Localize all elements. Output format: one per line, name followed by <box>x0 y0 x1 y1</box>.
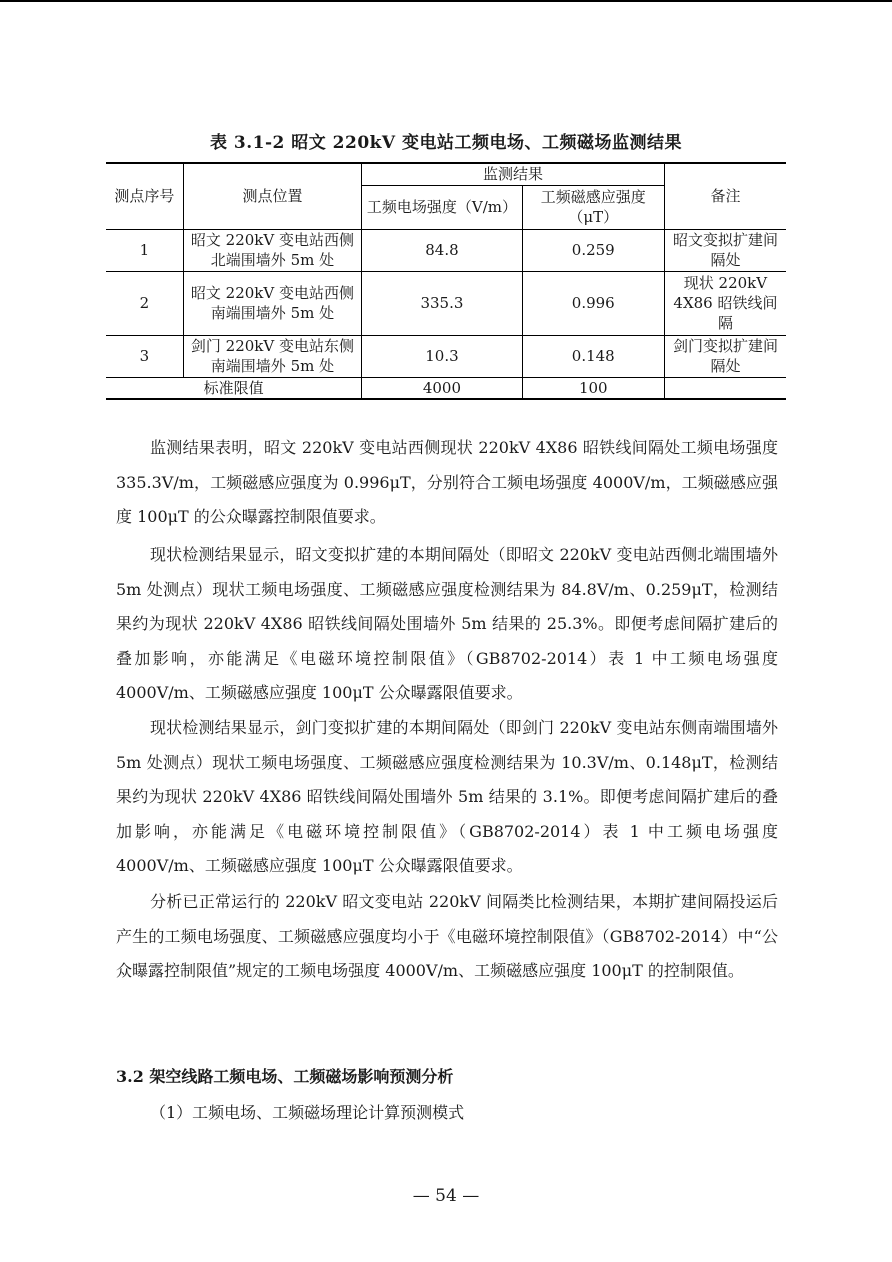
cell-note: 现状 220kV 4X86 昭铁线间隔 <box>664 271 786 335</box>
cell-no: 1 <box>106 229 183 271</box>
cell-e-field: 84.8 <box>362 229 522 271</box>
cell-b-field: 0.259 <box>522 229 664 271</box>
table-row <box>106 335 786 377</box>
cell-note: 剑门变拟扩建间隔处 <box>664 335 786 377</box>
table-row <box>106 229 786 271</box>
page-number: — 54 — <box>412 1186 480 1206</box>
header-point-no: 测点序号 <box>106 163 183 229</box>
table-row <box>106 271 786 335</box>
cell-no: 2 <box>106 271 183 335</box>
header-results-group: 监测结果 <box>362 163 665 185</box>
paragraph-zhaowen-analysis: 现状检测结果显示，昭文变拟扩建的本期间隔处（即昭文 220kV 变电站西侧北端围墙外 5m 处测点）现状工频电场强度、工频磁感应强度检测结果为 84.8V/m、0.259μT，检测结果约为现状 220kV 4X86 昭铁线间隔处围墙外 5m 结果的 25.3%。即便考虑间隔扩建后的叠加影响，亦能满足《电磁环境控制限值》（GB8702-2014）表 1 中工频电场强度 4000V/m、工频磁感应强度 100μT 公众曝露限值要求。 <box>116 545 778 702</box>
paragraph-summary: 分析已正常运行的 220kV 昭文变电站 220kV 间隔类比检测结果，本期扩建间隔投运后产生的工频电场强度、工频磁感应强度均小于《电磁环境控制限值》（GB8702-2014）中“公众曝露控制限值”规定的工频电场强度 4000V/m、工频磁感应强度 100μT 的控制限值。 <box>116 892 778 980</box>
cell-limit-e: 4000 <box>362 377 522 399</box>
header-b-field: 工频磁感应强度（μT） <box>522 185 664 229</box>
cell-e-field: 335.3 <box>362 271 522 335</box>
table-header-row <box>106 163 786 185</box>
cell-location: 昭文 220kV 变电站西侧南端围墙外 5m 处 <box>183 271 362 335</box>
cell-b-field: 0.996 <box>522 271 664 335</box>
table-limit-row <box>106 377 786 399</box>
monitoring-results-table <box>106 162 786 400</box>
cell-limit-note <box>664 377 786 399</box>
cell-no: 3 <box>106 335 183 377</box>
header-location: 测点位置 <box>183 163 362 229</box>
subsection-heading: （1）工频电场、工频磁场理论计算预测模式 <box>150 1103 465 1122</box>
page-top-rule <box>0 0 892 2</box>
cell-limit-label: 标准限值 <box>106 377 362 399</box>
header-note: 备注 <box>664 163 786 229</box>
header-e-field: 工频电场强度（V/m） <box>362 185 522 229</box>
cell-note: 昭文变拟扩建间隔处 <box>664 229 786 271</box>
table-title: 表 3.1-2 昭文 220kV 变电站工频电场、工频磁场监测结果 <box>209 133 683 153</box>
cell-limit-b: 100 <box>522 377 664 399</box>
section-heading: 3.2 架空线路工频电场、工频磁场影响预测分析 <box>116 1067 454 1086</box>
cell-location: 昭文 220kV 变电站西侧北端围墙外 5m 处 <box>183 229 362 271</box>
paragraph-conclusion: 监测结果表明，昭文 220kV 变电站西侧现状 220kV 4X86 昭铁线间隔处工频电场强度 335.3V/m，工频磁感应强度为 0.996μT，分别符合工频电场强度 4000V/m，工频磁感应强度 100μT 的公众曝露控制限值要求。 <box>116 438 778 526</box>
cell-b-field: 0.148 <box>522 335 664 377</box>
cell-location: 剑门 220kV 变电站东侧南端围墙外 5m 处 <box>183 335 362 377</box>
paragraph-jianmen-analysis: 现状检测结果显示，剑门变拟扩建的本期间隔处（即剑门 220kV 变电站东侧南端围墙外 5m 处测点）现状工频电场强度、工频磁感应强度检测结果为 10.3V/m、0.148μT，检测结果约为现状 220kV 4X86 昭铁线间隔处围墙外 5m 结果的 3.1%。即便考虑间隔扩建后的叠加影响，亦能满足《电磁环境控制限值》（GB8702-2014）表 1 中工频电场强度 4000V/m、工频磁感应强度 100μT 公众曝露限值要求。 <box>116 718 778 875</box>
cell-e-field: 10.3 <box>362 335 522 377</box>
